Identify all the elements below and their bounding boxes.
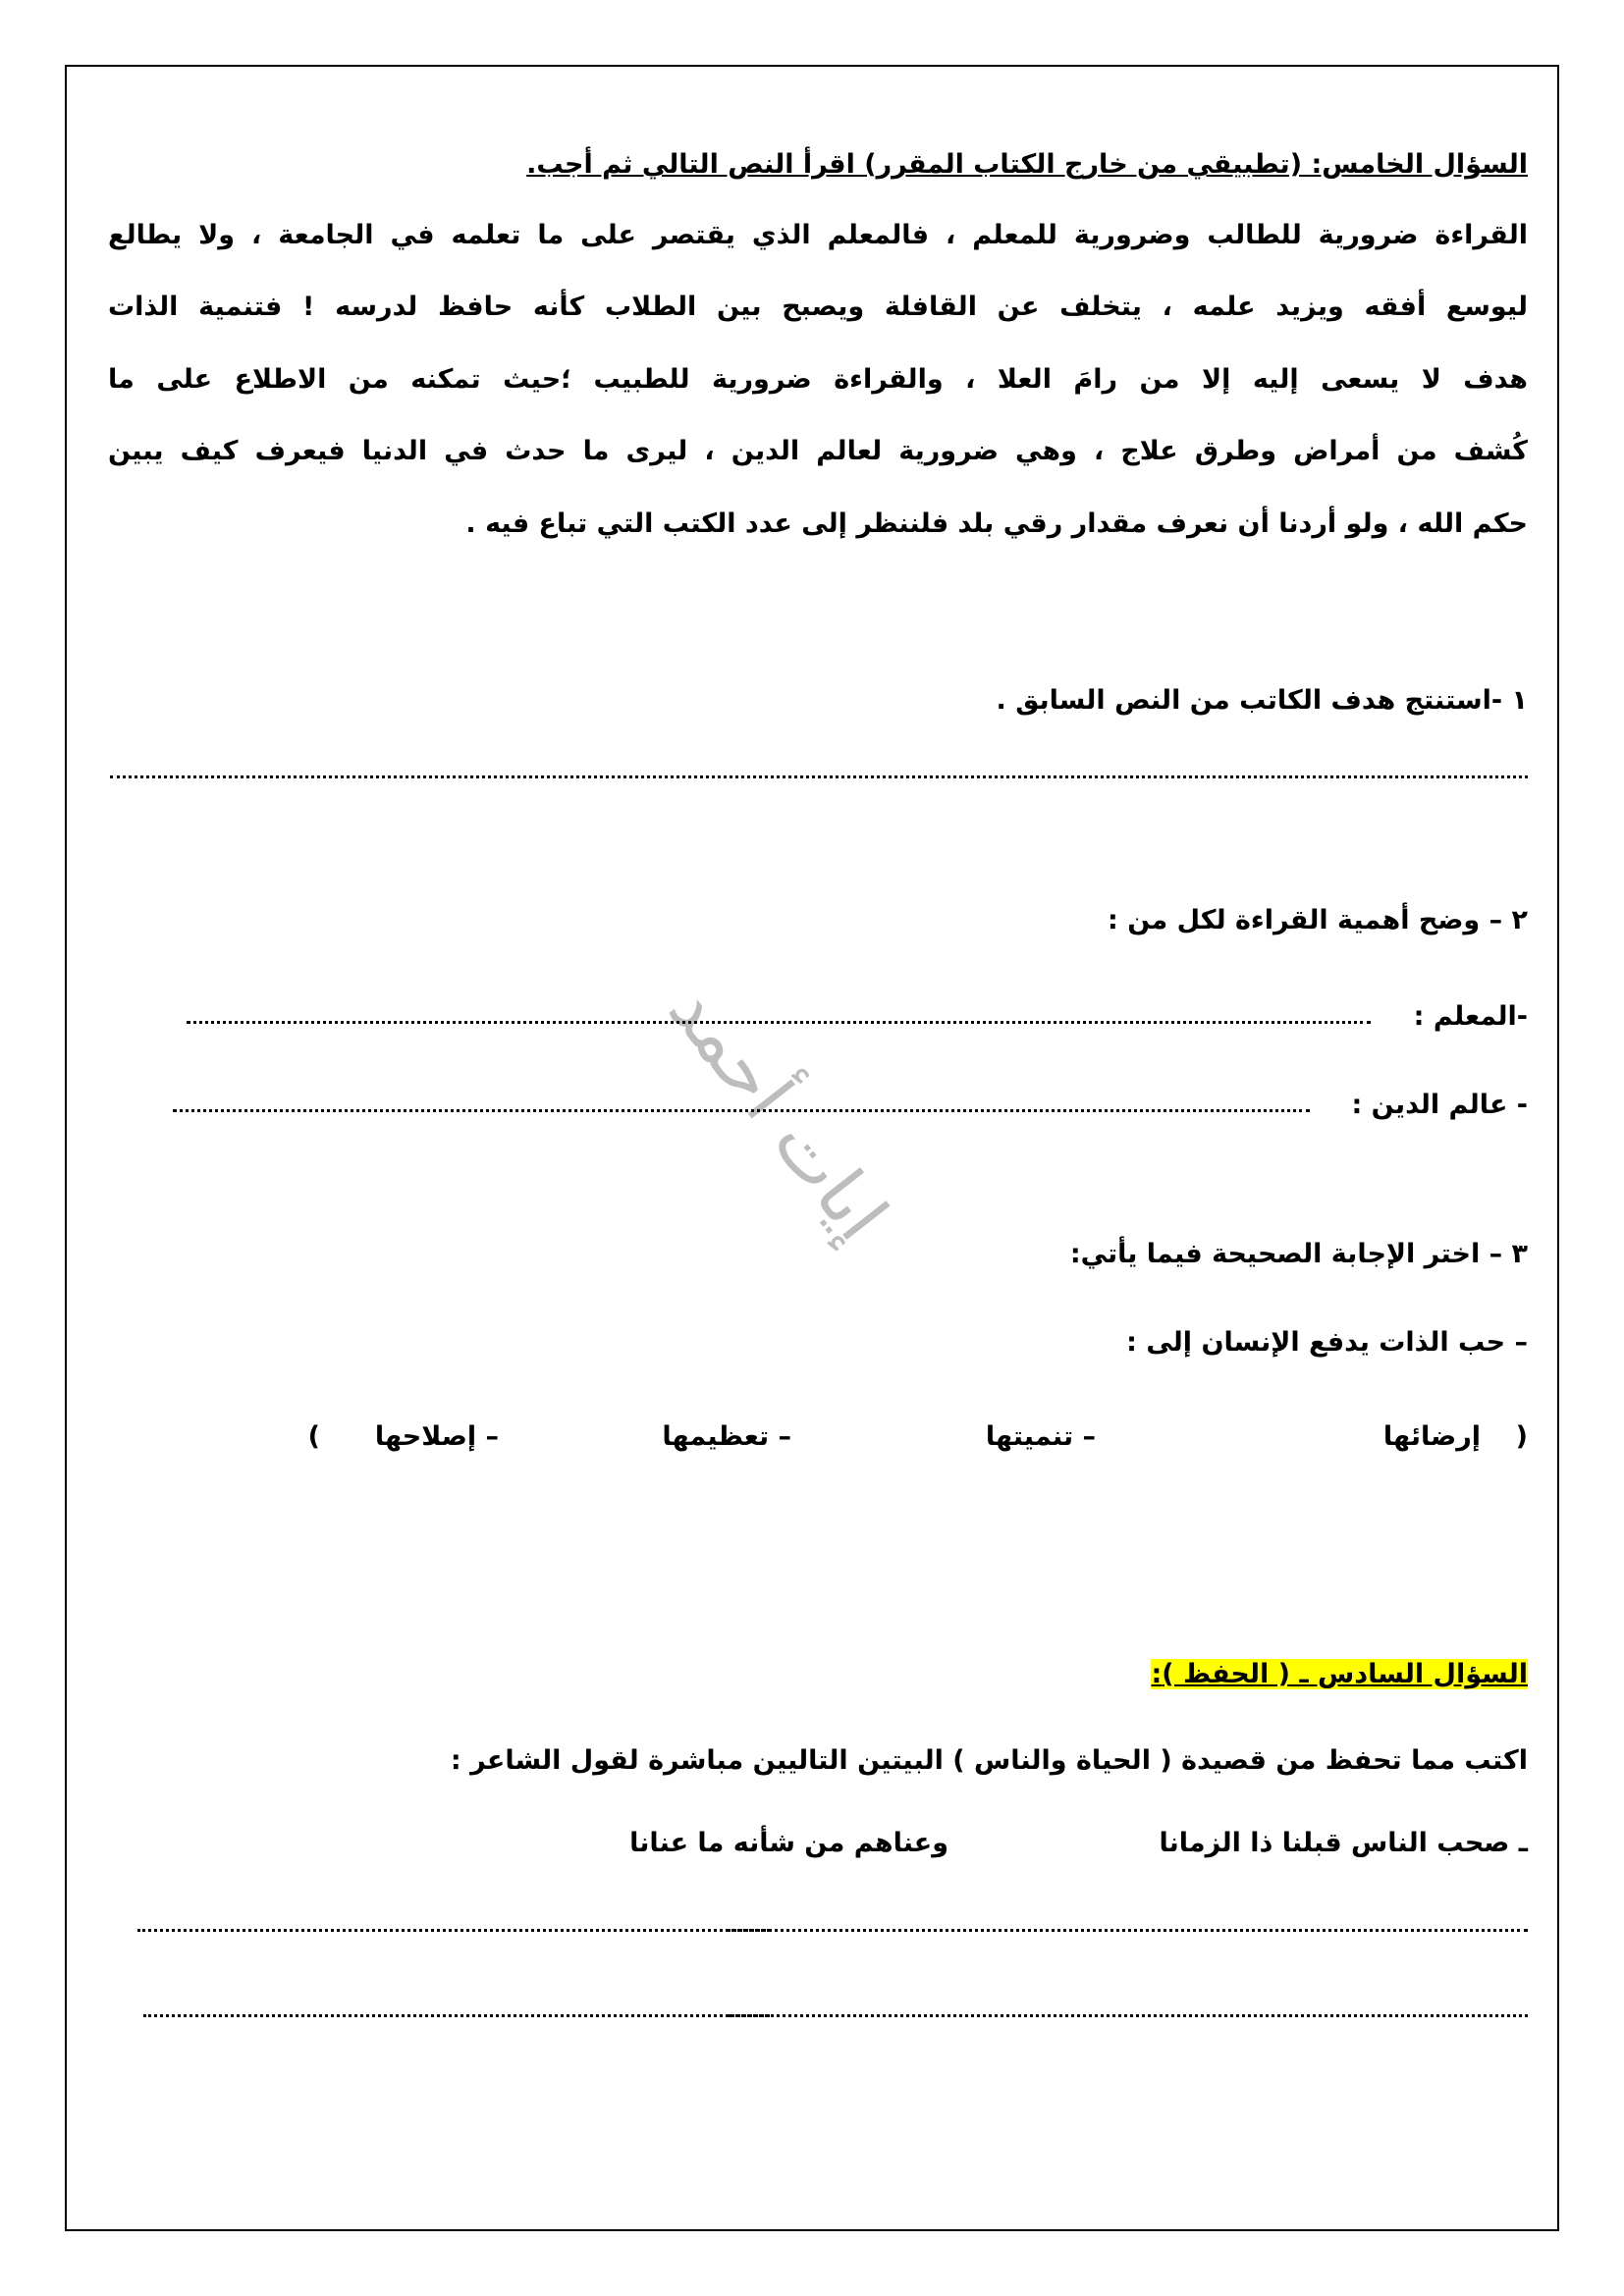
item-3-choices [108,1421,1528,1461]
item-1-answer-line[interactable] [110,775,1528,778]
verse-row [108,1828,1528,1867]
choice-2[interactable]: – تنميتها [985,1421,1096,1452]
item-2-question: ٢ – وضح أهمية القراءة لكل من : [1108,905,1528,935]
verse-answer-line-1-left[interactable] [137,1929,770,1932]
passage-line-3: هدف لا يسعى إليه إلا من رامَ العلا ، والقراءة ضرورية للطبيب ؛حيث تمكنه من الاطلاع على ما [108,364,1528,395]
item-3-stem: – حب الذات يدفع الإنسان إلى : [1126,1327,1528,1358]
verse-first-hemistich: ـ صحب الناس قبلنا ذا الزمانا [1159,1828,1528,1858]
choices-close-paren: ) [307,1421,320,1452]
q6-instruction: اكتب مما تحفظ من قصيدة ( الحياة والناس ) البيتين التاليين مباشرة لقول الشاعر : [450,1745,1528,1776]
q6-title-suffix: : [1151,1659,1163,1689]
item-2-teacher-answer-line[interactable] [187,1021,1371,1024]
q5-title-text: السؤال الخامس: (تطبيقي من خارج الكتاب المقرر) اقرأ النص التالي ثم أجب. [526,149,1528,180]
choice-1[interactable]: إرضائها [1382,1421,1481,1452]
verse-answer-line-2-left[interactable] [143,2014,770,2017]
choice-4[interactable]: – إصلاحها [374,1421,499,1452]
verse-second-hemistich: وعناهم من شأنه ما عنانا [629,1828,948,1858]
item-2-scholar-answer-line[interactable] [173,1109,1310,1112]
passage-line-1: القراءة ضرورية للطالب وضرورية للمعلم ، فالمعلم الذي يقتصر على ما تعلمه في الجامعة ، ولا يطالع [108,220,1528,250]
item-2-teacher-label: -المعلم : [1413,1001,1528,1032]
choices-open-paren: ( [1515,1421,1528,1452]
q6-title-text: السؤال السادس ـ ( الحفظ ) [1162,1659,1528,1689]
passage-line-4: كُشف من أمراض وطرق علاج ، وهي ضرورية لعالم الدين ، ليرى ما حدث في الدنيا فيعرف كيف يبين [108,436,1528,466]
passage-line-2: ليوسع أفقه ويزيد علمه ، يتخلف عن القافلة ويصبح بين الطلاب كأنه حافظ لدرسه ! فتنمية الذات [108,292,1528,322]
item-1-question: ١ -استنتج هدف الكاتب من النص السابق . [996,685,1528,716]
q5-title [108,149,1528,180]
item-2-scholar-label: - عالم الدين : [1351,1090,1528,1120]
q6-title [108,1659,1528,1689]
verse-answer-line-1-right[interactable] [727,1929,1528,1932]
passage-line-5: حكم الله ، ولو أردنا أن نعرف مقدار رقي بلد فلننظر إلى عدد الكتب التي تباع فيه . [465,508,1528,539]
choice-3[interactable]: – تعظيمها [662,1421,791,1452]
watermark: إيات أحمد [652,968,904,1256]
item-3-question: ٣ – اختر الإجابة الصحيحة فيما يأتي: [1069,1239,1528,1269]
verse-answer-line-2-right[interactable] [729,2014,1528,2017]
